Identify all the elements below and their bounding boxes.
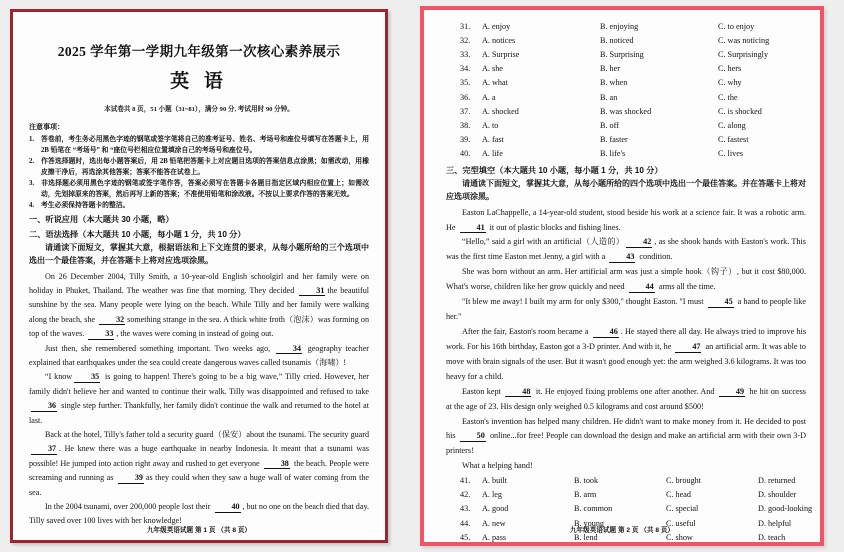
notice-item-number: 1. [29,136,35,143]
option-d[interactable]: D. teach [758,532,786,542]
option-c[interactable]: C. show [666,532,693,542]
option-c[interactable]: C. hers [718,64,742,74]
option-c[interactable]: C. Surprisingly [718,50,769,60]
option-a[interactable]: A. a [482,92,496,102]
blank-32[interactable]: 32 [99,316,125,325]
cloze-text: Easton LaChappelle, a 14-year-old student, stood beside his work at a science fair. It was a robotic arm. He [446,207,806,232]
passage-paragraph [29,370,369,428]
passage-text: , the waves were coming in instead of going out. [116,329,274,339]
blank-40[interactable]: 40 [215,503,241,512]
option-c[interactable]: C. to enjoy [718,22,755,31]
blank-45[interactable]: 45 [708,298,734,308]
passage-text: single step further. Thankfully, her family didn't continue the walk and returned to the hotel at last. [29,401,369,425]
passage-text: the beautiful sunshine by the sea. Many people were lying on the beach. While Tilly and her family were walking along the beach, she [29,285,369,324]
blank-39[interactable]: 39 [118,474,144,483]
cloze-paragraph [446,415,806,460]
option-a[interactable]: A. notices [482,36,516,46]
option-a[interactable]: A. fast [482,134,504,144]
option-b[interactable]: B. noticed [600,36,634,46]
question-number: 39. [460,134,471,144]
notice-item-text: 作答选择题时，选出每小题答案后，用 2B 铅笔把答题卡上对应题目选项的答案信息点涂黑；如需改动，用橡皮擦干净后，再选涂其他答案；答案不能答在试卷上。 [41,158,369,176]
option-c[interactable]: C. along [718,120,746,130]
blank-37[interactable]: 37 [31,445,57,454]
notice-item [29,178,369,200]
section-one-header: 一、听说应用（本大题共 30 小题，略） [29,215,174,224]
passage-text: something strange in the sea. A thick white froth（泡沫）was forming on top of the waves. [29,314,369,339]
question-number: 42. [460,490,471,500]
option-row[interactable] [446,105,806,119]
exam-meta: 本试卷共 8 页，51 小题（31~81），满分 90 分, 考试用时 90 分钟。 [104,106,294,113]
notice-list [29,134,369,211]
option-a[interactable]: A. to [482,120,499,130]
option-a[interactable]: A. new [482,518,506,528]
option-d[interactable]: D. helpful [758,518,792,528]
option-a[interactable]: A. she [482,64,503,74]
option-row[interactable] [446,133,806,147]
blank-42[interactable]: 42 [626,238,652,248]
cloze-text: it out of plastic blocks and fishing lines. [487,222,621,232]
passage-text: “I know [45,372,73,382]
question-number: 34. [460,64,471,74]
cloze-paragraph [446,206,806,236]
cloze-text: Easton's invention has helped many children. He didn't want to make money from it. He decided to post his [446,416,806,441]
option-b[interactable]: B. her [600,64,621,74]
cloze-text: "It blew me away! I built my arm for only $300," thought Easton. "I must [462,297,706,307]
option-c[interactable]: C. head [666,490,692,500]
passage-paragraph [29,428,369,500]
cloze-text: Easton kept [462,386,504,396]
passage-text: the beach. People were screaming and running as [29,458,370,483]
option-c[interactable]: C. was noticing [718,36,770,46]
passage-paragraph [29,270,369,342]
blank-43[interactable]: 43 [609,253,635,263]
option-c[interactable]: C. is shocked [718,106,762,116]
section-two-instruction: 请通读下面短文，掌握其大意，根据语法和上下文连贯的要求，从每小题所给的三个选项中选出一个最佳答案，并在答题卡上将对应选项涂黑。 [29,243,369,266]
passage-text: On 26 December 2004, Tilly Smith, a 10-year-old English schoolgirl and her family were on holiday in Phuket, Thailand. The weather was fine that morning. They decided [29,271,369,295]
option-a[interactable]: A. good [482,504,509,514]
option-b[interactable]: B. an [600,92,618,102]
option-row[interactable] [446,147,806,161]
cloze-text: an artificial arm. It was able to move with brain signals of the user. But it wasn't good enough yet: the arm weighed 3.6 kilograms. It was too heavy for a child. [446,341,806,381]
question-number: 35. [460,78,471,88]
option-c[interactable]: C. brought [666,476,702,486]
blank-33[interactable]: 33 [88,330,114,339]
option-b[interactable]: B. took [574,476,599,486]
option-c[interactable]: C. why [718,78,742,88]
cloze-text: . He stayed there all day. He always tried to improve his work. For his 16th birthday, Easton got a 3-D printer. And with it, he [446,327,806,351]
option-a[interactable]: A. built [482,476,508,486]
section-two-header: 二、语法选择（本大题共 10 小题，每小题 1 分，共 10 分） [29,230,246,239]
question-number: 36. [460,92,471,102]
option-b[interactable]: B. faster [600,134,628,144]
blank-38[interactable]: 38 [264,460,290,469]
exam-subject: 英 语 [170,71,228,92]
option-a[interactable]: A. pass [482,532,507,542]
section-two-options [446,20,806,161]
option-row[interactable] [446,474,806,488]
passage-text: Back at the hotel, Tilly's father told a security guard（保安）about the tsunami. The security guard [45,430,369,439]
question-number: 32. [460,36,471,46]
cloze-closing-line: What a helping hand! [462,461,533,471]
cloze-text: , as she shook hands with Easton's work. This was the first time Easton met Jenny, a girl with a [446,237,806,262]
option-b[interactable]: B. common [574,504,613,514]
option-b[interactable]: B. was shocked [600,106,652,116]
option-d[interactable]: D. returned [758,476,796,486]
page-2-footer: 九年级英语试题 第 2 页 （共 8 页） [569,527,675,534]
option-b[interactable]: B. when [600,78,628,88]
question-number: 38. [460,120,471,130]
blank-44[interactable]: 44 [629,283,655,293]
option-c[interactable]: C. lives [718,148,744,158]
notice-heading: 注意事项： [29,123,64,131]
option-a[interactable]: A. what [482,78,508,88]
question-number: 45. [460,532,471,542]
cloze-text: arms all the time. [656,282,716,292]
notice-item-text: 非选择题必须用黑色字迹的钢笔或签字笔作答，答案必须写在答题卡各题目指定区域内相应位置上；如需改动，先划掉原来的答案，然后再写上新的答案；不准使用铅笔和涂改液。不按以上要求作答的答案无效。 [41,180,369,198]
cloze-paragraph [446,265,806,295]
option-c[interactable]: C. useful [666,518,696,528]
option-b[interactable]: B. Surprising [600,50,644,60]
section-three-header: 三、完型填空（本大题共 10 小题，每小题 1 分，共 10 分） [446,166,663,176]
question-number: 44. [460,518,471,528]
passage-text: Just then, she remembered something important. Two weeks ago, [45,343,274,353]
notice-item-text: 考生必须保持答题卡的整洁。 [41,202,130,209]
blank-35[interactable]: 35 [74,373,100,382]
question-number: 41. [460,476,471,486]
option-c[interactable]: C. fastest [718,134,749,144]
page-1-footer: 九年级英语试题 第 1 页 （共 8 页） [146,527,252,534]
option-a[interactable]: A. enjoy [482,22,511,31]
question-number: 43. [460,504,471,514]
blank-34[interactable]: 34 [276,345,302,354]
blank-36[interactable]: 36 [31,402,57,411]
passage-text: . He knew there was a huge earthquake in nearby Indonesia. It meant that a tsunami was possible! He jumped into action right away and rushed to get everyone [29,444,369,468]
option-a[interactable]: A. leg [482,490,503,500]
option-a[interactable]: A. Surprise [482,50,520,60]
option-c[interactable]: C. special [666,504,699,514]
option-row[interactable] [446,48,806,62]
option-row[interactable] [446,119,806,133]
section-three-instruction: 请通读下面短文，掌握其大意，从每小题所给的四个选项中选出一个最佳答案。并在答题卡上将对应选项涂黑。 [446,179,806,202]
passage-text: , but no one on the beach died that day. Tilly saved over 100 lives with her knowledge! [29,502,369,526]
cloze-text: After the fair, Easton's room became a [462,327,591,336]
cloze-paragraph [446,235,806,265]
option-a[interactable]: A. life [482,148,503,158]
blank-49[interactable]: 49 [719,388,745,398]
cloze-paragraph [446,295,806,325]
question-number: 40. [460,148,471,158]
passage-paragraph [29,342,369,371]
option-b[interactable]: B. arm [574,490,597,500]
cloze-text: condition. [637,252,673,262]
question-number: 31. [460,22,471,31]
page-title: 2025 学年第一学期九年级第一次核心素养展示 [57,44,341,59]
question-number: 37. [460,106,471,116]
passage-text: In the 2004 tsunami, over 200,000 people lost their [45,502,213,512]
notice-item-number: 4. [29,202,35,209]
option-row[interactable] [446,62,806,76]
blank-46[interactable]: 46 [593,328,619,338]
option-a[interactable]: A. shocked [482,106,519,116]
option-row[interactable] [446,502,813,516]
notice-item [29,200,369,211]
option-b[interactable]: B. lend [574,532,598,542]
notice-item-number: 3. [29,180,35,187]
notice-item-number: 2. [29,158,35,165]
cloze-text: a hand to people like her." [446,297,806,322]
option-b[interactable]: B. off [600,120,619,130]
section-three-options [446,474,813,545]
passage-text: as they could when they saw a huge wall of water coming from the sea. [29,473,369,497]
option-row[interactable] [446,34,806,48]
notice-item [29,156,369,178]
blank-41[interactable]: 41 [460,224,486,234]
cloze-text: it. He enjoyed fixing problems one after another. And [533,386,717,396]
notice-item [29,134,369,156]
blank-50[interactable]: 50 [460,432,486,442]
cloze-text: he hit on success at the age of 23. His design only weighed 0.5 kilograms and cost around $500! [446,386,806,411]
notice-item-text: 答卷前，考生务必用黑色字迹的钢笔或签字笔将自己的准考证号、姓名、考场号和座位号填写在答题卡上，用 2B 铅笔在 “考场号” 和 “座位号栏相应位置填涂自己的考场号和座位号。 [41,136,369,154]
page-1-content [13,12,385,540]
option-d[interactable]: D. good-looking [758,504,813,514]
cloze-text: She was born without an arm. Her artificial arm was just a simple hook（钩子）, but it cost $80,000. What's worse, children like her grow quickly and need [446,267,806,292]
option-b[interactable]: B. enjoying [600,22,639,31]
cloze-paragraph [446,325,806,385]
question-number: 33. [460,50,471,60]
cloze-paragraph [446,385,806,415]
option-row[interactable] [446,76,806,90]
option-row[interactable] [446,91,806,105]
passage-text: geography teacher explained that earthquakes under the sea could create dangerous waves called tsunamis（海啸）! [29,343,369,367]
page-2-content [424,10,820,542]
option-c[interactable]: C. the [718,92,738,102]
cloze-text: “Hello,” said a girl with an artificial（人造的） [462,237,625,247]
blank-31[interactable]: 31 [299,287,325,296]
option-row[interactable] [446,488,806,502]
blank-48[interactable]: 48 [505,388,531,398]
option-d[interactable]: D. shoulder [758,490,797,500]
option-b[interactable]: B. life's [600,148,626,158]
cloze-text: online...for free! People can download the design and make an artificial arm with their own 3-D printers! [446,431,807,456]
passage-text: is going to happen! There's going to be a big wave,” Tilly cried. However, her family didn't believe her and wanted to continue their walk. Tilly was disappointed and refused to take [29,372,369,396]
option-row[interactable] [446,20,806,34]
blank-47[interactable]: 47 [675,343,701,353]
exam-page-2[interactable] [420,6,824,546]
exam-page-1[interactable] [10,9,388,543]
option-b[interactable]: B. young [574,518,605,528]
